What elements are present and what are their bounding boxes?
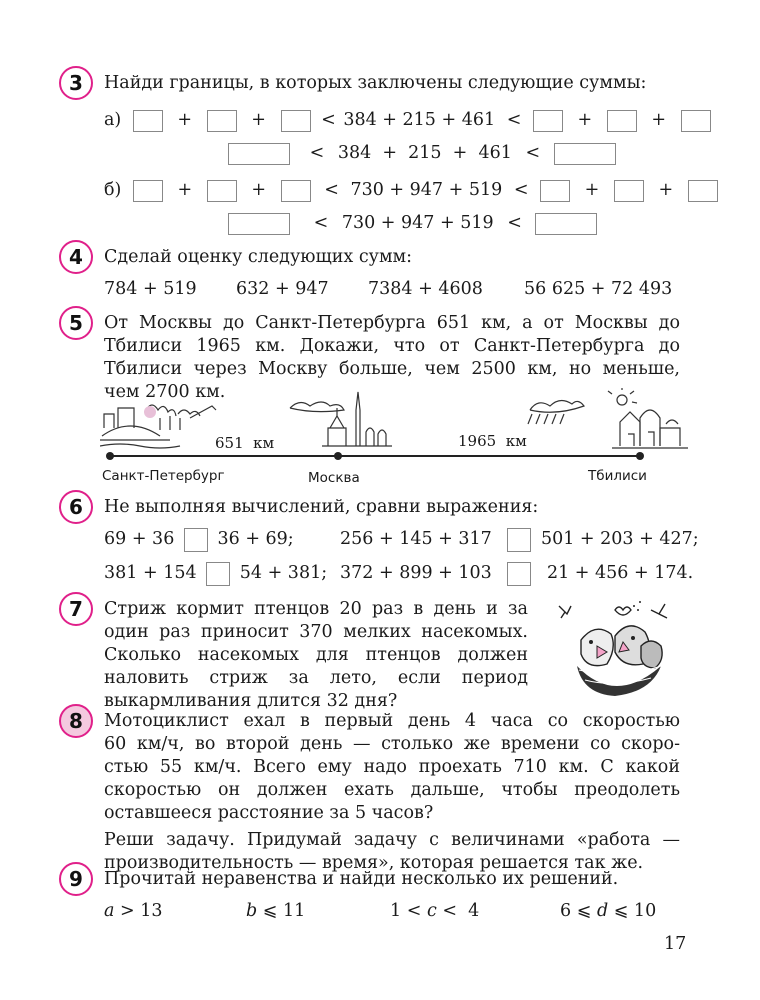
task-number-4: 4 (59, 240, 93, 274)
task-5-line: чем 2700 км. (104, 382, 226, 402)
task-4-sum: 784 + 519 (104, 279, 197, 299)
inequality: 1 < c < 4 (390, 901, 480, 921)
task-6-row2-left: 381 + 154 54 + 381; (104, 561, 327, 586)
task-3-text: Найди границы, в которых заключены следующие суммы: (104, 73, 647, 93)
city-marker-spb (106, 452, 114, 460)
answer-box[interactable] (281, 110, 311, 132)
task-8-line: стью 55 км/ч. Всего ему надо проехать 710 км. С какой (104, 757, 680, 777)
task-4-sum: 7384 + 4608 (368, 279, 483, 299)
distance-label-651: 651 км (215, 434, 275, 452)
compare-box[interactable] (507, 562, 531, 586)
task-8-line: 60 км/ч, во второй день — столько же времени со скоро- (104, 734, 680, 754)
task-3b-label: б) (104, 180, 122, 200)
task-3b-row1: б) + + < 730 + 947 + 519 < + + (104, 178, 718, 202)
task-5-line: Тбилиси через Москву больше, чем 2500 км, но меньше, (104, 359, 680, 379)
answer-box-wide[interactable] (228, 213, 290, 235)
answer-box[interactable] (133, 180, 163, 202)
task-8-line: скоростью он должен ехать дальше, чтобы преодолеть (104, 780, 680, 800)
inequality: b ⩽ 11 (246, 901, 306, 921)
tbilisi-sketch-icon (528, 388, 688, 448)
compare-box[interactable] (206, 562, 230, 586)
task-3a-row2: < 384 + 215 + 461 < (228, 141, 616, 165)
task-3a-row1: а) + + < 384 + 215 + 461 < + + (104, 108, 711, 132)
task-5-line: От Москвы до Санкт-Петербурга 651 км, а от Москвы до (104, 313, 680, 333)
answer-box-wide[interactable] (228, 143, 290, 165)
task-number-9: 9 (59, 862, 93, 896)
city-label-spb: Санкт-Петербург (102, 468, 225, 484)
answer-box[interactable] (207, 180, 237, 202)
answer-box[interactable] (533, 110, 563, 132)
task-3b-expression: 730 + 947 + 519 (350, 180, 503, 200)
task-3a-expression-2: 384 + 215 + 461 (337, 143, 512, 163)
swift-nest-illustration (555, 596, 685, 706)
answer-box-wide[interactable] (554, 143, 616, 165)
task-3a-label: а) (104, 110, 122, 130)
task-number-7: 7 (59, 592, 93, 626)
task-8-line: Реши задачу. Придумай задачу с величинами «работа — (104, 830, 680, 850)
answer-box[interactable] (681, 110, 711, 132)
task-8-line: производительность — время», которая решается так же. (104, 853, 644, 873)
answer-box[interactable] (688, 180, 718, 202)
task-6-row1-left: 69 + 36 36 + 69; (104, 527, 294, 552)
task-8-line: Мотоциклист ехал в первый день 4 часа со скоростью (104, 711, 680, 731)
task-4-sum: 632 + 947 (236, 279, 329, 299)
compare-box[interactable] (507, 528, 531, 552)
task-7-line: один раз приносит 370 мелких насекомых. (104, 622, 528, 642)
task-7-line: выкармливания длится 32 дня? (104, 691, 398, 711)
answer-box[interactable] (281, 180, 311, 202)
answer-box[interactable] (207, 110, 237, 132)
distance-label-1965: 1965 км (458, 432, 527, 450)
task-3b-row2: < 730 + 947 + 519 < (228, 211, 597, 235)
task-number-6: 6 (59, 490, 93, 524)
answer-box[interactable] (133, 110, 163, 132)
task-8-line: оставшееся расстояние за 5 часов? (104, 803, 434, 823)
compare-box[interactable] (184, 528, 208, 552)
nest-chicks-icon (577, 626, 662, 696)
inequality: 6 ⩽ d ⩽ 10 (560, 901, 657, 921)
task-3a-expression: 384 + 215 + 461 (343, 110, 496, 130)
inequality: a > 13 (104, 901, 163, 921)
city-label-moscow: Москва (308, 470, 360, 486)
task-4-sum: 56 625 + 72 493 (524, 279, 673, 299)
task-number-5: 5 (59, 306, 93, 340)
task-7-line: Сколько насекомых для птенцов должен (104, 645, 528, 665)
spb-sketch-icon (100, 405, 216, 448)
moscow-sketch-icon (290, 392, 392, 446)
task-7-line: Стриж кормит птенцов 20 раз в день и за (104, 599, 528, 619)
task-6-row1-right: 256 + 145 + 317 501 + 203 + 427; (340, 527, 699, 552)
task-9-text: Прочитай неравенства и найди несколько их решений. (104, 869, 619, 889)
answer-box-wide[interactable] (535, 213, 597, 235)
city-marker-tbilisi (636, 452, 644, 460)
city-label-tbilisi: Тбилиси (588, 468, 647, 484)
task-6-row2-right: 372 + 899 + 103 21 + 456 + 174. (340, 561, 693, 586)
flying-swift-icon (651, 604, 667, 618)
page-number: 17 (664, 934, 687, 954)
answer-box[interactable] (607, 110, 637, 132)
task-7-line: наловить стриж за лето, если период (104, 668, 528, 688)
task-number-8: 8 (59, 704, 93, 738)
answer-box[interactable] (540, 180, 570, 202)
city-marker-moscow (334, 452, 342, 460)
task-4-text: Сделай оценку следующих сумм: (104, 247, 413, 267)
task-5-line: Тбилиси 1965 км. Докажи, что от Санкт-Петербурга до (104, 336, 680, 356)
task-number-3: 3 (59, 66, 93, 100)
answer-box[interactable] (614, 180, 644, 202)
task-3b-expression-2: 730 + 947 + 519 (341, 213, 494, 233)
pink-tree-icon (144, 406, 156, 418)
task-6-text: Не выполняя вычислений, сравни выражения: (104, 497, 539, 517)
route-map (100, 388, 690, 488)
flying-swift-icon (559, 606, 571, 618)
